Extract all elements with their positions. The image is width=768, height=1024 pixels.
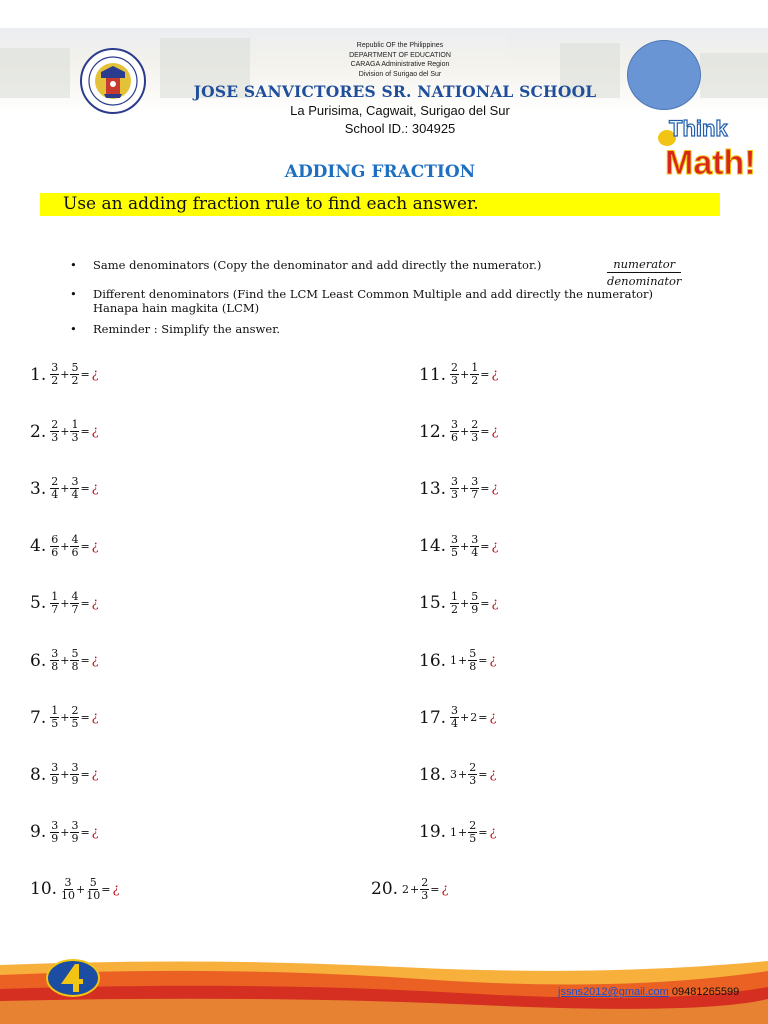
fraction	[450, 705, 459, 730]
fraction	[470, 476, 479, 501]
plus-sign: +	[410, 882, 420, 896]
problem-number: 8.	[30, 764, 47, 785]
problem-number: 19.	[419, 822, 447, 843]
fraction	[70, 762, 79, 787]
problem-item	[30, 476, 99, 501]
bullet-icon: •	[70, 287, 77, 301]
plus-sign: +	[458, 825, 468, 839]
equals-sign: =	[80, 539, 90, 553]
problem-number: 4.	[30, 536, 47, 557]
denominator: 9	[51, 774, 59, 788]
answer-placeholder[interactable]: ¿	[91, 595, 99, 611]
instruction-text: Use an adding fraction rule to find each answer.	[63, 194, 479, 214]
denominator: 9	[71, 831, 79, 845]
equals-sign: =	[80, 768, 90, 782]
numerator: 1	[71, 418, 79, 432]
problem-item	[419, 820, 496, 845]
denominator: 3	[471, 431, 479, 445]
plus-sign: +	[60, 654, 70, 667]
plus-sign: +	[460, 368, 470, 381]
equals-sign: =	[480, 425, 490, 439]
denominator: 3	[421, 888, 429, 902]
problem-number: 6.	[30, 650, 47, 671]
numerator: 3	[71, 475, 79, 489]
denominator: 3	[51, 431, 59, 445]
problem-item	[419, 362, 498, 387]
equals-sign: =	[80, 711, 90, 725]
equals-sign: =	[480, 539, 490, 553]
answer-placeholder[interactable]: ¿	[91, 538, 99, 554]
whole-number: 1	[450, 654, 458, 667]
problem-number: 16.	[419, 650, 447, 671]
numerator: 2	[421, 875, 429, 889]
denominator: 3	[469, 774, 477, 788]
fraction	[50, 362, 59, 387]
whole-number: 2	[402, 882, 410, 896]
answer-placeholder[interactable]: ¿	[489, 767, 497, 783]
plus-sign: +	[460, 425, 470, 439]
denominator: 9	[71, 774, 79, 788]
problem-number: 9.	[30, 822, 47, 843]
problem-item	[30, 762, 99, 787]
numerator: 5	[71, 647, 79, 660]
plus-sign: +	[60, 368, 70, 381]
equals-sign: =	[480, 482, 490, 496]
region-line: CARAGA Administrative Region	[350, 61, 450, 68]
denominator: 4	[451, 717, 459, 731]
fraction	[450, 362, 459, 387]
answer-placeholder[interactable]: ¿	[91, 824, 99, 840]
numerator: 2	[471, 418, 479, 432]
fraction	[61, 877, 75, 902]
government-header	[260, 41, 540, 79]
numerator: 1	[471, 361, 479, 374]
problem-number: 17.	[419, 707, 447, 728]
denominator: 3	[71, 431, 79, 445]
phone-number: 09481265599	[671, 986, 740, 998]
fraction	[50, 820, 59, 845]
bullet-icon: •	[70, 322, 77, 336]
denominator: 10	[86, 888, 101, 902]
answer-placeholder[interactable]: ¿	[112, 881, 120, 897]
problem-number: 7.	[30, 707, 47, 728]
equals-sign: =	[80, 825, 90, 839]
problem-item	[419, 591, 498, 616]
numerator: 4	[71, 589, 79, 603]
republic-line: Republic OF the Philippines	[356, 42, 444, 49]
problem-number: 12.	[419, 421, 447, 442]
fraction-formula	[607, 256, 681, 289]
plus-sign: +	[60, 539, 70, 553]
denominator: 7	[71, 602, 79, 616]
rule-text: Different denominators (Find the LCM Least Common Multiple and add directly the numerator) Hanapa hain magkita (LCM)	[93, 287, 654, 315]
numerator: 3	[51, 647, 59, 660]
denominator: 10	[61, 888, 76, 902]
fraction	[50, 591, 59, 616]
denominator: 2	[51, 374, 59, 387]
plus-sign: +	[458, 654, 468, 667]
numerator: 2	[71, 704, 79, 718]
plus-sign: +	[458, 768, 468, 782]
fraction	[50, 648, 59, 673]
fraction	[70, 476, 79, 501]
problem-item	[30, 419, 99, 444]
denominator: 5	[469, 831, 477, 845]
division-line: Division of Surigao del Sur	[358, 70, 442, 78]
answer-placeholder[interactable]: ¿	[441, 881, 449, 897]
plus-sign: +	[60, 711, 70, 725]
fraction	[50, 762, 59, 787]
numerator: 3	[51, 761, 59, 775]
department-line: DEPARTMENT OF EDUCATION	[349, 51, 451, 59]
fraction	[468, 648, 477, 673]
numerator: 3	[64, 875, 72, 889]
fraction	[450, 419, 459, 444]
denominator: 8	[469, 660, 477, 673]
fraction	[470, 591, 479, 616]
equals-sign: =	[80, 482, 90, 496]
svg-text:Math!: Math!	[665, 144, 756, 182]
numerator: 3	[51, 361, 59, 374]
plus-sign: +	[60, 768, 70, 782]
problem-number: 15.	[419, 593, 447, 614]
problem-item	[419, 419, 498, 444]
plus-sign: +	[460, 539, 470, 553]
answer-placeholder[interactable]: ¿	[489, 710, 497, 726]
problem-item	[419, 648, 496, 673]
fraction	[50, 419, 59, 444]
problem-item	[30, 877, 119, 902]
formula-denominator: denominator	[607, 274, 682, 288]
numerator: 1	[451, 589, 459, 603]
fraction	[50, 705, 59, 730]
answer-placeholder[interactable]: ¿	[91, 710, 99, 726]
problem-number: 1.	[30, 364, 47, 385]
answer-placeholder[interactable]: ¿	[491, 367, 499, 382]
equals-sign: =	[80, 596, 90, 610]
denominator: 6	[51, 545, 59, 559]
denominator: 9	[471, 602, 479, 616]
problem-item	[419, 534, 498, 559]
denominator: 2	[451, 602, 459, 616]
numerator: 4	[71, 532, 79, 546]
numerator: 2	[469, 761, 477, 775]
equals-sign: =	[478, 711, 488, 725]
problem-number: 2.	[30, 421, 47, 442]
equals-sign: =	[80, 368, 90, 381]
school-id: School ID.: 304925	[344, 121, 456, 136]
whole-number: 3	[450, 768, 458, 782]
fraction	[450, 476, 459, 501]
problem-number: 10.	[30, 879, 58, 900]
fraction	[50, 476, 59, 501]
numerator: 6	[51, 532, 59, 546]
problem-number: 13.	[419, 478, 447, 499]
denominator: 2	[471, 374, 479, 387]
denominator: 3	[451, 488, 459, 502]
fraction	[50, 534, 59, 559]
problem-number: 11.	[419, 364, 447, 385]
denominator: 5	[71, 717, 79, 731]
problem-number: 5.	[30, 593, 47, 614]
numerator: 3	[71, 818, 79, 832]
problem-item	[419, 705, 496, 730]
numerator: 3	[471, 475, 479, 489]
numerator: 1	[51, 589, 59, 603]
problem-item	[30, 820, 99, 845]
denominator: 8	[51, 660, 59, 673]
problem-item	[30, 705, 99, 730]
denominator: 4	[51, 488, 59, 502]
equals-sign: =	[480, 596, 490, 610]
svg-text:Think: Think	[669, 116, 728, 141]
fraction	[70, 705, 79, 730]
equals-sign: =	[80, 654, 90, 667]
denominator: 8	[71, 660, 79, 673]
numerator: 5	[469, 647, 477, 660]
fraction	[450, 534, 459, 559]
worksheet-title: ADDING FRACTION	[284, 162, 476, 182]
fraction	[70, 534, 79, 559]
numerator: 3	[471, 532, 479, 546]
fraction	[70, 591, 79, 616]
denominator: 3	[451, 374, 459, 387]
answer-placeholder[interactable]: ¿	[91, 767, 99, 783]
numerator: 5	[71, 361, 79, 374]
denominator: 4	[71, 488, 79, 502]
plus-sign: +	[60, 425, 70, 439]
rule-text: Reminder : Simplify the answer.	[93, 322, 281, 336]
fraction	[70, 362, 79, 387]
problem-item	[419, 762, 496, 787]
problem-number: 20.	[371, 879, 399, 900]
school-emblem-icon	[45, 958, 101, 998]
denominator: 5	[51, 717, 59, 731]
contact-info	[558, 986, 739, 998]
equals-sign: =	[478, 825, 488, 839]
fraction	[70, 820, 79, 845]
problem-item	[30, 648, 99, 673]
plus-sign: +	[60, 825, 70, 839]
numerator: 3	[451, 418, 459, 432]
numerator: 2	[469, 818, 477, 832]
whole-number: 1	[450, 825, 458, 839]
answer-placeholder[interactable]: ¿	[489, 653, 497, 668]
problem-item	[30, 591, 99, 616]
fraction	[470, 362, 479, 387]
email-link[interactable]: jssns2012@gmail.com	[558, 986, 669, 998]
numerator: 2	[51, 418, 59, 432]
numerator: 3	[451, 704, 459, 718]
equals-sign: =	[478, 768, 488, 782]
formula-numerator: numerator	[607, 256, 681, 273]
denominator: 6	[451, 431, 459, 445]
plus-sign: +	[60, 482, 70, 496]
plus-sign: +	[60, 596, 70, 610]
plus-sign: +	[460, 482, 470, 496]
whole-number: 2	[470, 711, 478, 725]
deped-seal-logo	[80, 48, 146, 114]
problem-item	[371, 877, 448, 902]
fraction	[470, 534, 479, 559]
fraction	[468, 820, 477, 845]
numerator: 5	[89, 875, 97, 889]
answer-placeholder[interactable]: ¿	[491, 481, 499, 497]
problem-number: 18.	[419, 764, 447, 785]
numerator: 3	[51, 818, 59, 832]
think-math-logo	[655, 112, 761, 182]
equals-sign: =	[478, 654, 488, 667]
equals-sign: =	[101, 882, 111, 896]
problem-item	[30, 362, 99, 387]
plus-sign: +	[460, 711, 470, 725]
equals-sign: =	[480, 368, 490, 381]
plus-sign: +	[460, 596, 470, 610]
decorative-circle	[627, 40, 701, 110]
fraction	[70, 648, 79, 673]
numerator: 5	[471, 589, 479, 603]
bullet-icon: •	[70, 258, 77, 272]
denominator: 4	[471, 545, 479, 559]
answer-placeholder[interactable]: ¿	[489, 824, 497, 840]
fraction	[450, 591, 459, 616]
numerator: 3	[71, 761, 79, 775]
numerator: 1	[51, 704, 59, 718]
denominator: 6	[71, 545, 79, 559]
denominator: 2	[71, 374, 79, 387]
answer-placeholder[interactable]: ¿	[491, 538, 499, 554]
fraction	[86, 877, 100, 902]
numerator: 3	[451, 475, 459, 489]
problem-item	[30, 534, 99, 559]
school-name: JOSE SANVICTORES SR. NATIONAL SCHOOL	[193, 82, 597, 101]
rule-text: Same denominators (Copy the denominator and add directly the numerator.)	[93, 258, 542, 272]
answer-placeholder[interactable]: ¿	[491, 595, 499, 611]
denominator: 5	[451, 545, 459, 559]
equals-sign: =	[430, 882, 440, 896]
fraction	[470, 419, 479, 444]
answer-placeholder[interactable]: ¿	[91, 653, 99, 668]
denominator: 9	[51, 831, 59, 845]
fraction	[70, 419, 79, 444]
answer-placeholder[interactable]: ¿	[91, 481, 99, 497]
denominator: 7	[51, 602, 59, 616]
numerator: 2	[451, 361, 459, 374]
answer-placeholder[interactable]: ¿	[91, 367, 99, 382]
numerator: 3	[451, 532, 459, 546]
fraction	[468, 762, 477, 787]
problem-item	[419, 476, 498, 501]
problem-number: 3.	[30, 478, 47, 499]
plus-sign: +	[76, 882, 86, 896]
denominator: 7	[471, 488, 479, 502]
answer-placeholder[interactable]: ¿	[491, 424, 499, 440]
problem-number: 14.	[419, 536, 447, 557]
fraction	[420, 877, 429, 902]
school-address: La Purisima, Cagwait, Surigao del Sur	[290, 103, 510, 118]
equals-sign: =	[80, 425, 90, 439]
numerator: 2	[51, 475, 59, 489]
answer-placeholder[interactable]: ¿	[91, 424, 99, 440]
